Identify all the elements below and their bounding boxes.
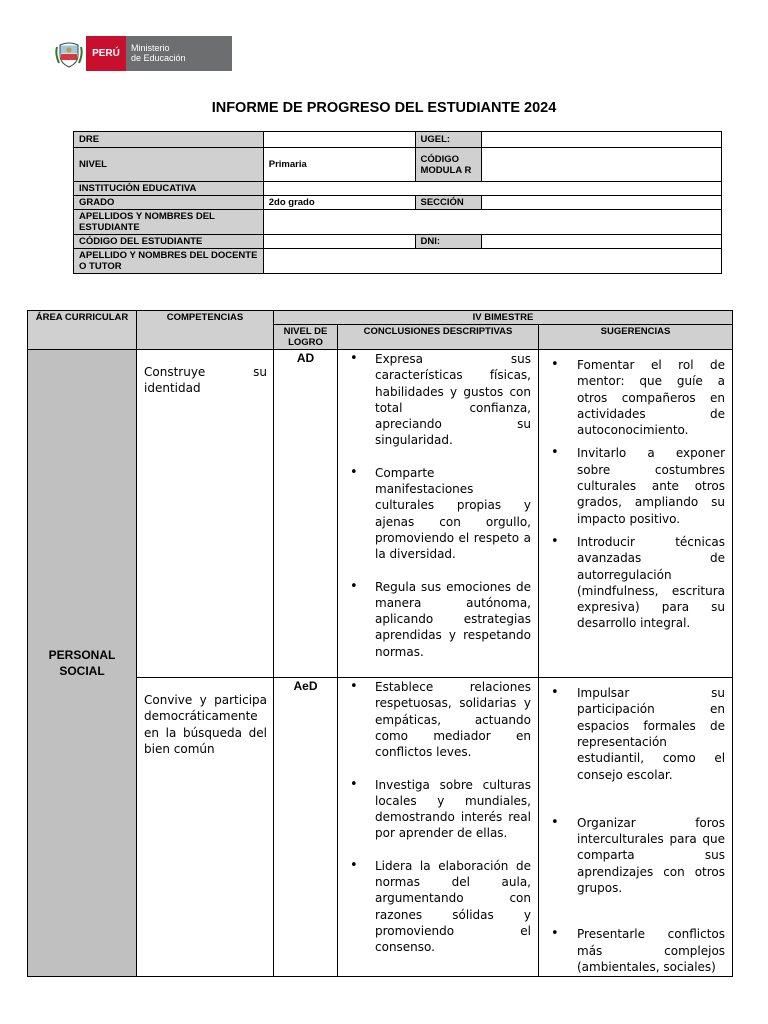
- ministry-line-1: Ministerio: [131, 43, 170, 53]
- sugerencia-item: • Invitarlo a exponer sobre costumbres culturales ante otros grados, ampliando su impacto positivo.: [540, 445, 725, 526]
- conclusion-item: • Comparte manifestaciones culturales propias y ajenas con orgullo, promoviendo el respeto a la diversidad.: [339, 465, 531, 563]
- dre-value[interactable]: [263, 132, 415, 148]
- apellidos-value[interactable]: [263, 210, 721, 235]
- conclusion-item: • Expresa sus características físicas, habilidades y gustos con total confianza, apreciando su singularidad.: [339, 351, 531, 449]
- page-title: INFORME DE PROGRESO DEL ESTUDIANTE 2024: [211, 100, 557, 116]
- area-name-text: PERSONAL SOCIAL: [48, 647, 116, 679]
- seccion-label: SECCIÓN: [415, 196, 482, 210]
- seccion-value[interactable]: [482, 196, 722, 210]
- conclusion-item: • Lidera la elaboración de normas del aula, argumentando con razones sólidas y promoviendo el consenso.: [339, 858, 531, 956]
- institucion-label: INSTITUCIÓN EDUCATIVA: [74, 182, 264, 196]
- sugerencias-1: [539, 350, 733, 678]
- student-info-table: [73, 131, 722, 274]
- codigo-modular-label: CÓDIGO MODULA R: [415, 148, 482, 182]
- nivel-1: AD: [274, 350, 338, 678]
- conclusiones-1: [338, 350, 539, 678]
- conclusion-item: • Regula sus emociones de manera autónoma, aplicando estrategias aprendidas y respetando normas.: [339, 579, 531, 660]
- conclusion-item: • Establece relaciones respetuosas, solidarias y empáticas, actuando como mediador en conflictos leves.: [339, 679, 531, 760]
- sugerencia-item: • Organizar foros interculturales para que comparta sus aprendizajes con otros grupos.: [540, 815, 725, 896]
- sugerencias-2: [539, 678, 733, 977]
- nivel-2: AeD: [274, 678, 338, 977]
- header-conclusiones: CONCLUSIONES DESCRIPTIVAS: [338, 325, 539, 350]
- dni-value[interactable]: [482, 235, 722, 249]
- sugerencia-item: • Impulsar su participación en espacios formales de representación estudiantil, como el consejo escolar.: [540, 685, 725, 783]
- grado-label: GRADO: [74, 196, 264, 210]
- header-competencias: COMPETENCIAS: [137, 311, 274, 350]
- area-name: [28, 350, 137, 977]
- docente-label: APELLIDO Y NOMBRES DEL DOCENTE O TUTOR: [74, 249, 264, 274]
- assessment-table: [27, 310, 733, 977]
- institucion-value[interactable]: [263, 182, 721, 196]
- docente-value[interactable]: [263, 249, 721, 274]
- conclusiones-2: [338, 678, 539, 977]
- dre-label: DRE: [74, 132, 264, 148]
- nivel-label: NIVEL: [74, 148, 264, 182]
- coat-of-arms-icon: [52, 36, 86, 71]
- codigo-estudiante-value[interactable]: [263, 235, 415, 249]
- header-area: ÁREA CURRICULAR: [28, 311, 137, 350]
- competencia-1: Construye su identidad: [137, 350, 274, 678]
- ugel-label: UGEL:: [415, 132, 482, 148]
- conclusion-item: • Investiga sobre culturas locales y mundiales, demostrando interés real por aprender de ellas.: [339, 777, 531, 842]
- header-sugerencias: SUGERENCIAS: [539, 325, 733, 350]
- nivel-value[interactable]: Primaria: [263, 148, 415, 182]
- grado-value[interactable]: 2do grado: [263, 196, 415, 210]
- codigo-modular-value[interactable]: [482, 148, 722, 182]
- peru-label: PERÚ: [86, 36, 126, 71]
- ministry-line-2: de Educación: [131, 53, 186, 63]
- header-nivel: NIVEL DE LOGRO: [274, 325, 338, 350]
- apellidos-label: APELLIDOS Y NOMBRES DEL ESTUDIANTE: [74, 210, 264, 235]
- ministry-label: [126, 36, 232, 71]
- ugel-value[interactable]: [482, 132, 722, 148]
- competencia-2: Convive y participa democráticamente en la búsqueda del bien común: [137, 678, 274, 977]
- sugerencia-item: • Fomentar el rol de mentor: que guíe a otros compañeros en actividades de autoconocimiento.: [540, 357, 725, 438]
- ministry-logo: [52, 36, 232, 71]
- header-bimestre: IV BIMESTRE: [274, 311, 733, 325]
- sugerencia-item: • Presentarle conflictos más complejos (ambientales, sociales): [540, 926, 725, 975]
- dni-label: DNI:: [415, 235, 482, 249]
- sugerencia-item: • Introducir técnicas avanzadas de autorregulación (mindfulness, escritura expresiva) para su desarrollo integral.: [540, 534, 725, 632]
- codigo-estudiante-label: CÓDIGO DEL ESTUDIANTE: [74, 235, 264, 249]
